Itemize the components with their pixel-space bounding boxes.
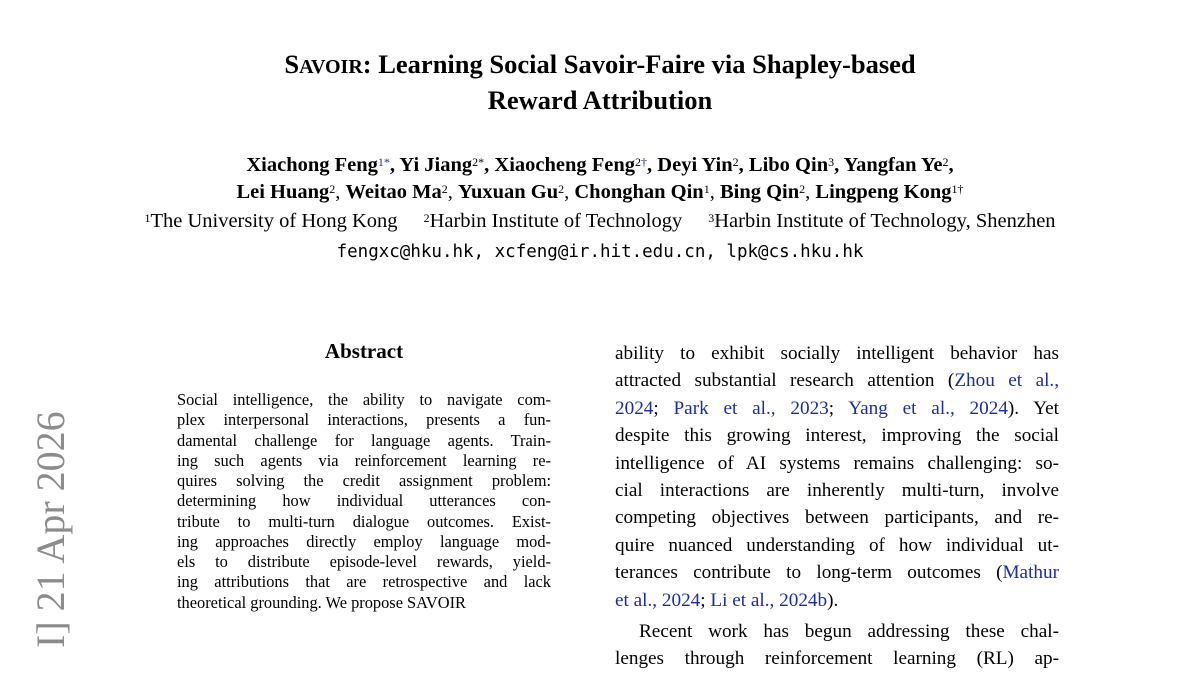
abstract-line: theoretical grounding. We propose SAVOIR xyxy=(177,592,466,612)
affiliations xyxy=(0,208,1200,235)
author-affil-sup: 2 xyxy=(635,155,642,169)
arxiv-stamp: I] 21 Apr 2026 xyxy=(28,411,73,648)
citation-link[interactable]: Yang et al., 2024 xyxy=(848,397,1008,419)
affil-name: Harbin Institute of Technology xyxy=(429,210,683,232)
author-affil-sup: 2 xyxy=(472,155,479,169)
corresponding-mark: † xyxy=(957,182,964,196)
citation-link[interactable]: Zhou et al., xyxy=(954,370,1060,392)
intro-line: et al., 2024; Li et al., 2024b). xyxy=(615,589,839,611)
author-affil-sup: 1 xyxy=(703,182,710,196)
intro-line: Recent work has begun addressing these chal- xyxy=(639,620,1059,642)
intro-line: attracted substantial research attention (Zhou et al., xyxy=(615,370,1060,392)
author-affil-sup: 2 xyxy=(329,182,336,196)
abstract-line: Social intelligence, the ability to navigate com- xyxy=(177,390,551,409)
author-name: Chonghan Qin xyxy=(574,181,704,203)
author-emails: fengxc@hku.hk, xcfeng@ir.hit.edu.cn, lpk@cs.hku.hk xyxy=(336,242,864,262)
author-affil-sup: 2 xyxy=(558,182,565,196)
intro-line: despite this growing interest, improving the social xyxy=(615,425,1059,447)
author-name: Xiachong Feng xyxy=(246,154,378,176)
abstract-heading: Abstract xyxy=(324,339,404,363)
author-name: Yi Jiang xyxy=(399,154,473,176)
author-name: Lingpeng Kong xyxy=(815,181,952,203)
author-list-line-2: Lei Huang$^2$, Weitao Ma$^2$, Yuxuan Gu$^2$, Chonghan Qin$^1$, Bing Qin$^2$, Lingpeng Kong$^{1\dagger}$ xyxy=(236,181,964,203)
abstract-body xyxy=(177,390,551,613)
title-line-1 xyxy=(0,48,1200,84)
author-affil-sup: 1 xyxy=(951,182,958,196)
affil-name: The University of Hong Kong xyxy=(150,210,398,232)
intro-line: terances contribute to long-term outcomes (Mathur xyxy=(615,562,1059,584)
citation-link[interactable]: et al., 2024 xyxy=(615,589,701,611)
author-name: Yuxuan Gu xyxy=(458,181,559,203)
author-name: Yangfan Ye xyxy=(843,154,943,176)
intro-line: cial interactions are inherently multi-turn, involve xyxy=(615,479,1059,501)
intro-line: lenges through reinforcement learning (RL) ap- xyxy=(615,648,1059,670)
title-line-2: Reward Attribution xyxy=(487,85,713,115)
abstract-line: tribute to multi-turn dialogue outcomes. Exist- xyxy=(177,511,551,531)
abstract-line: ing attributions that are retrospective and lack xyxy=(177,572,551,592)
corresponding-mark[interactable]: † xyxy=(641,155,648,169)
abstract-line: damental challenge for language agents. Train- xyxy=(177,430,551,450)
author-name: Libo Qin xyxy=(748,154,829,176)
intro-line: 2024; Park et al., 2023; Yang et al., 2024). Yet xyxy=(615,397,1059,419)
title-smallcaps-rest: AVOIR xyxy=(299,56,363,78)
equal-contrib-mark[interactable]: * xyxy=(383,155,390,169)
author-affil-sup[interactable]: 1 xyxy=(377,155,384,169)
intro-column xyxy=(615,340,1059,673)
intro-line: quire nuanced understanding of how individual ut- xyxy=(615,534,1059,556)
title-smallcaps-initial: S xyxy=(284,49,300,79)
affil-sup: 3 xyxy=(708,211,715,225)
abstract-line: determining how individual utterances con- xyxy=(177,491,551,511)
author-name: Lei Huang xyxy=(236,181,330,203)
citation-link[interactable]: Park et al., 2023 xyxy=(673,397,829,419)
abstract-line: plex interpersonal interactions, presents a fun- xyxy=(177,410,551,430)
author-affil-sup: 2 xyxy=(732,155,739,169)
author-name: Weitao Ma xyxy=(345,181,442,203)
affil-name: Harbin Institute of Technology, Shenzhen xyxy=(714,210,1056,232)
title-line-1-rest: : Learning Social Savoir-Faire via Shapley-based xyxy=(362,49,916,79)
author-name: Bing Qin xyxy=(719,181,800,203)
abstract-line: quires solving the credit assignment problem: xyxy=(177,471,551,490)
author-name: Xiaocheng Feng xyxy=(494,154,636,176)
intro-line: ability to exhibit socially intelligent behavior has xyxy=(615,343,1059,364)
citation-link[interactable]: Mathur xyxy=(1002,562,1059,584)
abstract-line: ing such agents via reinforcement learning re- xyxy=(177,450,551,470)
author-affil-sup: 2 xyxy=(942,155,949,169)
abstract-line: els to distribute episode-level rewards, yield- xyxy=(177,552,551,571)
citation-link[interactable]: Li et al., 2024b xyxy=(710,589,828,611)
equal-contrib-mark: * xyxy=(478,155,485,169)
intro-line: competing objectives between participants, and re- xyxy=(615,507,1059,529)
affil-sup: 1 xyxy=(144,211,151,225)
affil-sup: 2 xyxy=(423,211,430,225)
citation-link[interactable]: 2024 xyxy=(615,397,654,419)
author-affil-sup: 2 xyxy=(441,182,448,196)
abstract-line: ing approaches directly employ language mod- xyxy=(177,531,551,551)
intro-line: intelligence of AI systems remains challenging: so- xyxy=(615,452,1059,474)
author-affil-sup: 2 xyxy=(799,182,806,196)
paper-title xyxy=(0,48,1200,117)
author-affil-sup: 3 xyxy=(828,155,835,169)
author-name: Deyi Yin xyxy=(657,154,733,176)
author-list-line-1: Xiachong Feng$^{1*}$, Yi Jiang$^{2*}$, Xiaocheng Feng$^{2\dagger}$, Deyi Yin$^2$, Libo Qin$^3$, Yangfan Ye$^2$, xyxy=(246,154,954,176)
